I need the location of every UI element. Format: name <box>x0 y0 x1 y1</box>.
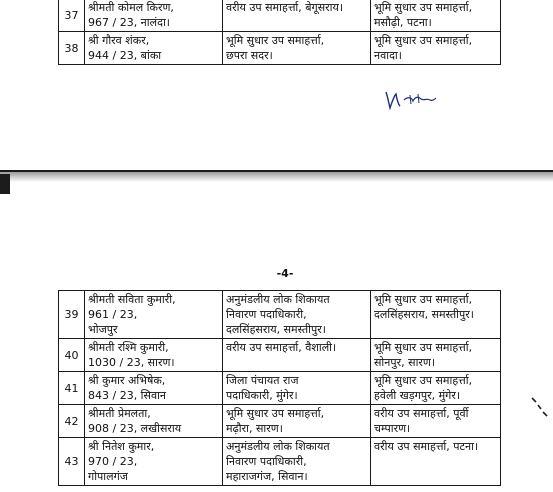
officer-name-cell <box>85 438 223 486</box>
table-row <box>59 0 501 32</box>
new-post-line: भूमि सुधार उप समाहर्त्ता, <box>374 293 473 306</box>
officer-name-line: 843 / 23, सिवान <box>88 389 167 402</box>
current-post-line: पदाधिकारी, मुंगेर। <box>226 389 298 402</box>
current-post-line: जिला पंचायत राज <box>226 374 299 387</box>
new-post-line: हवेली खड़गपुर, मुंगेर। <box>374 389 461 402</box>
current-post-line: भूमि सुधार उप समाहर्त्ता, <box>226 34 325 47</box>
transfer-table-lower <box>58 290 501 486</box>
serial-number-cell: 41 <box>59 372 85 405</box>
table-row <box>59 372 501 405</box>
current-post-line: छपरा सदर। <box>226 49 273 62</box>
new-post-line: सोनपुर, सारण। <box>374 356 436 369</box>
current-post-cell <box>223 438 371 486</box>
new-post-cell <box>371 339 501 372</box>
officer-name-cell <box>85 0 223 32</box>
document-page-upper <box>0 0 553 170</box>
current-post-cell <box>223 405 371 438</box>
new-post-line: दलसिंहसराय, समस्तीपुर। <box>374 308 474 321</box>
officer-name-cell <box>85 291 223 339</box>
handwritten-signature <box>380 86 440 112</box>
new-post-cell <box>371 372 501 405</box>
officer-name-line: 961 / 23, <box>88 308 138 321</box>
current-post-line: वरीय उप समाहर्त्ता, वैशाली। <box>226 341 337 354</box>
new-post-cell <box>371 405 501 438</box>
officer-name-line: श्रीमती कोमल किरण, <box>88 1 174 14</box>
new-post-cell <box>371 291 501 339</box>
officer-name-line: श्री नितेश कुमार, <box>88 440 155 453</box>
new-post-line: भूमि सुधार उप समाहर्त्ता, <box>374 1 473 14</box>
page-break-shadow <box>0 172 553 182</box>
current-post-cell <box>223 339 371 372</box>
new-post-line: वरीय उप समाहर्त्ता, पूर्वी <box>374 407 469 420</box>
officer-name-cell <box>85 405 223 438</box>
officer-name-line: 1030 / 23, सारण। <box>88 356 175 369</box>
officer-name-line: श्रीमती सविता कुमारी, <box>88 293 176 306</box>
current-post-line: दलसिंहसराय, समस्तीपुर। <box>226 323 326 336</box>
table-row <box>59 405 501 438</box>
new-post-line: मसौढ़ी, पटना। <box>374 16 432 29</box>
current-post-cell <box>223 372 371 405</box>
officer-name-line: 970 / 23, <box>88 455 138 468</box>
serial-number-cell: 39 <box>59 291 85 339</box>
current-post-line: मढ़ौरा, सारण। <box>226 422 283 435</box>
officer-name-line: गोपालगंज <box>88 470 128 483</box>
current-post-line: भूमि सुधार उप समाहर्त्ता, <box>226 407 325 420</box>
serial-number-cell: 40 <box>59 339 85 372</box>
new-post-line: चम्पारण। <box>374 422 411 435</box>
serial-number-cell: 43 <box>59 438 85 486</box>
current-post-cell <box>223 291 371 339</box>
current-post-line: निवारण पदाधिकारी, <box>226 308 307 321</box>
new-post-line: भूमि सुधार उप समाहर्त्ता, <box>374 34 473 47</box>
table-row <box>59 291 501 339</box>
new-post-line: वरीय उप समाहर्त्ता, पटना। <box>374 440 479 453</box>
officer-name-line: श्रीमती रश्मि कुमारी, <box>88 341 169 354</box>
officer-name-line: श्री कुमार अभिषेक, <box>88 374 166 387</box>
margin-mark <box>530 392 550 422</box>
transfer-table-lower-body <box>59 291 501 486</box>
officer-name-line: 967 / 23, नालंदा। <box>88 16 170 29</box>
officer-name-cell <box>85 32 223 65</box>
new-post-cell <box>371 438 501 486</box>
new-post-cell <box>371 32 501 65</box>
officer-name-line: श्री गौरव शंकर, <box>88 34 150 47</box>
serial-number-cell: 37 <box>59 0 85 32</box>
current-post-cell <box>223 32 371 65</box>
officer-name-cell <box>85 339 223 372</box>
new-post-line: भूमि सुधार उप समाहर्त्ता, <box>374 374 473 387</box>
page-break <box>0 170 553 196</box>
transfer-table-upper <box>58 0 501 65</box>
current-post-line: महाराजगंज, सिवान। <box>226 470 308 483</box>
current-post-line: अनुमंडलीय लोक शिकायत <box>226 293 330 306</box>
table-row <box>59 32 501 65</box>
transfer-table-upper-body <box>59 0 501 65</box>
current-post-line: निवारण पदाधिकारी, <box>226 455 307 468</box>
page-number: -4- <box>276 267 294 280</box>
current-post-line: अनुमंडलीय लोक शिकायत <box>226 440 330 453</box>
officer-name-line: श्रीमती प्रेमलता, <box>88 407 151 420</box>
serial-number-cell: 38 <box>59 32 85 65</box>
table-row <box>59 339 501 372</box>
table-row <box>59 438 501 486</box>
officer-name-line: भोजपुर <box>88 323 118 336</box>
officer-name-cell <box>85 372 223 405</box>
new-post-cell <box>371 0 501 32</box>
new-post-line: नवादा। <box>374 49 402 62</box>
new-post-line: भूमि सुधार उप समाहर्त्ता, <box>374 341 473 354</box>
officer-name-line: 944 / 23, बांका <box>88 49 162 62</box>
officer-name-line: 908 / 23, लखीसराय <box>88 422 182 435</box>
current-post-cell <box>223 0 371 32</box>
document-page-lower <box>0 194 553 492</box>
serial-number-cell: 42 <box>59 405 85 438</box>
current-post-line: वरीय उप समाहर्त्ता, बेगूसराय। <box>226 1 344 14</box>
